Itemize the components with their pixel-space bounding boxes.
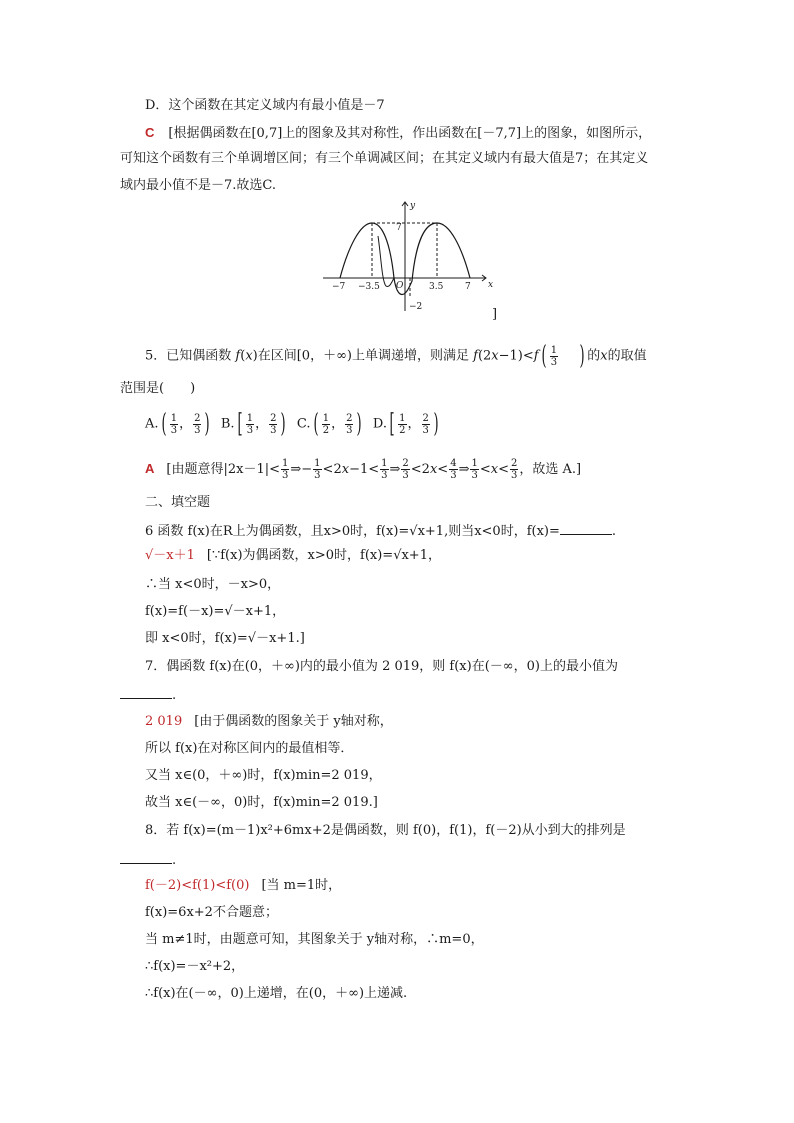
q8-blank bbox=[120, 850, 172, 864]
option-d: D．这个函数在其定义域内有最小值是－7 bbox=[145, 98, 385, 113]
tick-neg7: −7 bbox=[332, 282, 346, 292]
answer-7-value: 2 019 bbox=[145, 714, 183, 729]
question-7: 7．偶函数 f(x)在(0，＋∞)内的最小值为 2 019，则 f(x)在(－∞，0)上的最小值为 bbox=[145, 659, 618, 674]
answer-c-line3: 域内最小值不是－7.故选C. bbox=[120, 178, 277, 193]
tick-7: 7 bbox=[465, 282, 471, 292]
y-tick-7: 7 bbox=[396, 223, 402, 233]
x-axis-label: x bbox=[488, 280, 494, 290]
question-7-blank-line: . bbox=[120, 685, 176, 705]
y-tick-neg2: −2 bbox=[409, 302, 423, 312]
answer-7-line2: 所以 f(x)在对称区间内的最值相等． bbox=[145, 741, 354, 756]
answer-7-line3: 又当 x∈(0，＋∞)时，f(x)min=2 019， bbox=[145, 768, 382, 783]
question-8: 8．若 f(x)=(m－1)x²+6mx+2是偶函数，则 f(0)，f(1)，f(－2)从小到大的排列是 bbox=[145, 823, 626, 838]
answer-8-value: f(－2)<f(1)<f(0) bbox=[145, 878, 250, 893]
question-8-blank-line: . bbox=[120, 850, 176, 870]
answer-8-line5: ∴f(x)在(－∞，0)上递增，在(0，＋∞)上递减. bbox=[145, 986, 408, 1001]
answer-8-line1: f(－2)<f(1)<f(0) [当 m=1时， bbox=[145, 878, 342, 893]
q6-blank bbox=[560, 521, 612, 535]
origin-label: O bbox=[396, 281, 404, 291]
answer-6-line4: 即 x<0时，f(x)=√－x+1.] bbox=[145, 631, 305, 646]
tick-neg3.5: −3.5 bbox=[358, 282, 380, 292]
answer-c-line1: C [根据偶函数在[0,7]上的图象及其对称性，作出函数在[－7,7]上的图象，如图所示， bbox=[145, 125, 652, 141]
graph-close-bracket: ] bbox=[492, 307, 498, 322]
answer-6-line1: √－x＋1 [∵f(x)为偶函数，x>0时，f(x)=√x+1， bbox=[145, 548, 441, 563]
question-6: 6 函数 f(x)在R上为偶函数，且x>0时，f(x)=√x+1,则当x<0时，f(x)= . bbox=[145, 521, 616, 541]
answer-letter: C bbox=[145, 125, 155, 140]
question-5: 5．已知偶函数 f(x)在区间[0，＋∞)上单调递增，则满足 f(2x−1)<f( $\frac{1}{3}$ ) 的x的取值 bbox=[145, 341, 647, 371]
question-5-line2: 范围是( ) bbox=[120, 381, 196, 396]
answer-6-value: √－x＋1 bbox=[145, 548, 195, 563]
tick-3.5: 3.5 bbox=[429, 282, 444, 292]
q7-blank bbox=[120, 685, 172, 699]
answer-7-line1: 2 019 [由于偶函数的图象关于 y轴对称， bbox=[145, 714, 393, 729]
answer-c-line2: 可知这个函数有三个单调增区间；有三个单调减区间；在其定义域内有最大值是7；在其定义 bbox=[120, 151, 649, 166]
answer-6-line3: f(x)=f(－x)=√－x+1， bbox=[145, 604, 286, 619]
answer-5: A [由题意得|2x－1|< $\frac{1}{3}$ ⇒− $\frac{1}{3}$ <2x−1< $\frac{1}{3}$ ⇒ $\frac{2}{3}$ <2x< $\frac{4}{3}$ ⇒ $\frac{1}{3}$ <x< $\frac{2}{3}$ ，故选 A.] bbox=[145, 458, 582, 481]
answer-8-line2: f(x)=6x+2不合题意； bbox=[145, 905, 278, 920]
answer-8-line4: ∴f(x)=－x²+2， bbox=[145, 959, 245, 974]
answer-7-line4: 故当 x∈(－∞，0)时，f(x)min=2 019.] bbox=[145, 795, 378, 810]
answer-8-line3: 当 m≠1时，由题意可知，其图象关于 y轴对称，∴m=0， bbox=[145, 932, 484, 947]
section-fill-blank: 二、填空题 bbox=[145, 495, 211, 510]
q5-options: A.( $\frac{1}{3}$ ， $\frac{2}{3}$ ) B.[ $\frac{1}{3}$ ， $\frac{2}{3}$ ) C.( $\frac{1}{2}$ ， $\frac{2}{3}$ ) D.[ $\frac{1}{2}$ ， $\frac{2}{3}$ ) bbox=[145, 409, 439, 439]
y-axis-label: y bbox=[410, 201, 416, 211]
function-graph bbox=[318, 196, 498, 314]
answer-6-line2: ∴当 x<0时，－x>0， bbox=[145, 577, 281, 592]
